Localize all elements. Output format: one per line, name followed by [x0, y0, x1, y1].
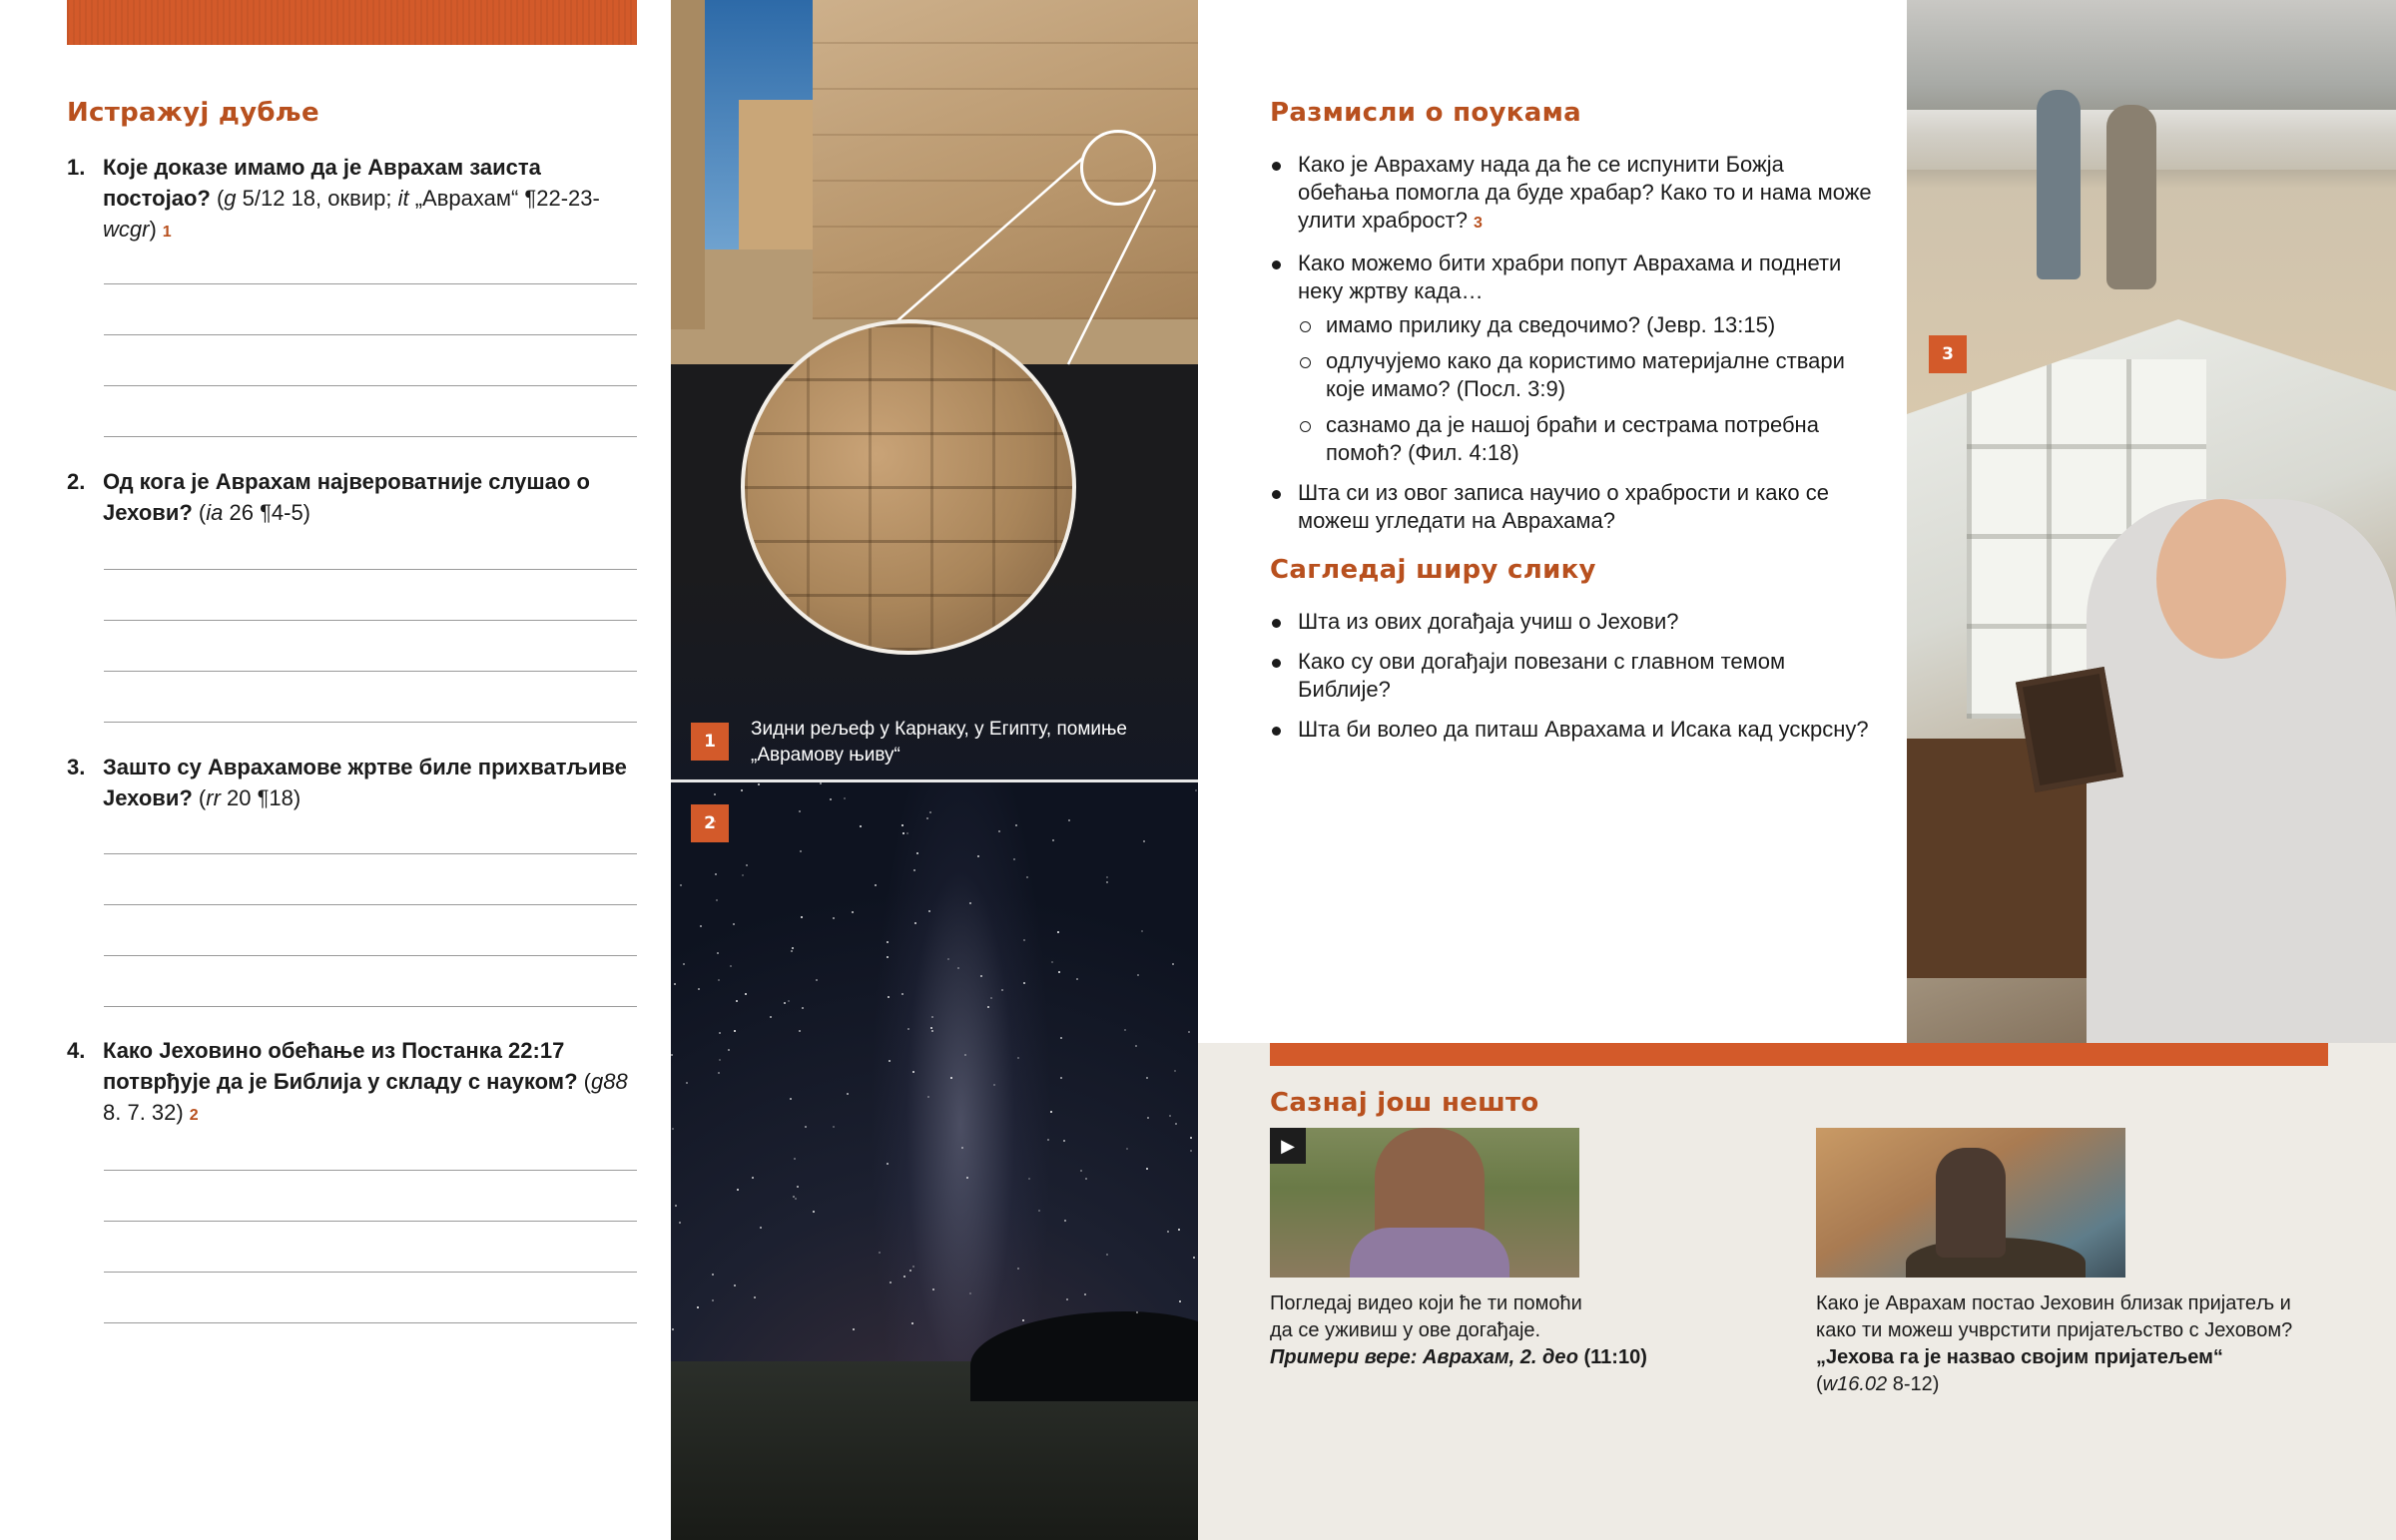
play-icon[interactable]: ▶ [1270, 1128, 1306, 1164]
photo-column [1907, 0, 2396, 1043]
big-picture-list [1270, 608, 1879, 756]
question-text: Како Јеховино обећање из Постанка 22:17 потврђује да је Библија у складу с науком? [103, 1038, 578, 1094]
list-item: Како су ови догађаји повезани с главном темом Библије? [1270, 648, 1879, 704]
learn-more-title: Сазнај још нешто [1270, 1088, 1539, 1118]
image-reference-number[interactable]: 1 [162, 224, 172, 241]
question-1: 1. Које доказе имамо да је Аврахам заиста постојао? (g 5/12 18, оквир; it „Аврахам“ ¶22-23-wcgr) 1 [67, 152, 637, 248]
image-number-badge: 2 [691, 804, 729, 842]
question-text: Од кога је Аврахам највероватније слушао о Јехови? [103, 469, 590, 525]
image-reference-number[interactable]: 3 [1473, 215, 1483, 232]
video-title-link[interactable]: Примери вере: Аврахам, 2. део [1270, 1346, 1578, 1368]
list-item: Шта би волео да питаш Аврахама и Исака кад ускрсну? [1270, 716, 1879, 744]
list-item: Шта из ових догађаја учиш о Јехови? [1270, 608, 1879, 636]
list-item: Како је Аврахаму нада да ће се испунити Божја обећања помогла да буде храбар? Како то и нама може улити храброст? 3 [1270, 151, 1879, 238]
image-number-badge: 3 [1929, 335, 1967, 373]
article-description: Како је Аврахам постао Јеховин близак пријатељ и како ти можеш учврстити пријатељство с Јеховом? „Јехова га је назвао својим пријатељем“ (w16.02 8-12) [1816, 1290, 2355, 1398]
answer-lines-3[interactable] [104, 853, 637, 1057]
image-column [671, 0, 1198, 1540]
caption-text: Зидни рељеф у Карнаку, у Египту, помиње „Аврамову њиву“ [751, 719, 1128, 766]
sub-list-item: одлучујемо како да користимо материјалне ствари које имамо? (Посл. 3:9) [1270, 347, 1879, 403]
reflection-column [1198, 0, 1907, 1043]
orange-texture-band [67, 0, 637, 45]
study-column [67, 0, 637, 1540]
reflect-list [1270, 151, 1879, 547]
question-number: 4. [67, 1038, 86, 1063]
image-number-badge: 1 [691, 723, 729, 761]
question-2: 2. Од кога је Аврахам највероватније слушао о Јехови? (ia 26 ¶4-5) [67, 466, 637, 528]
photo-frame [2016, 667, 2123, 792]
answer-lines-2[interactable] [104, 569, 637, 772]
article-title-link[interactable]: „Јехова га је назвао својим пријатељем“ [1816, 1346, 2223, 1368]
question-number: 1. [67, 155, 86, 180]
question-number: 3. [67, 755, 86, 779]
milky-way-photo [671, 782, 1198, 1540]
sub-list-item: имамо прилику да сведочимо? (Јевр. 13:15) [1270, 311, 1879, 339]
video-thumbnail[interactable] [1270, 1128, 1579, 1278]
list-item: Како можемо бити храбри попут Аврахама и поднети неку жртву када… [1270, 250, 1879, 305]
reflect-title: Размисли о поукама [1270, 98, 1581, 128]
question-number: 2. [67, 469, 86, 494]
big-picture-title: Сагледај ширу слику [1270, 555, 1596, 585]
answer-lines-1[interactable] [104, 283, 637, 487]
dig-deeper-title: Истражуј дубље [67, 98, 319, 128]
question-text: Зашто су Аврахамове жртве биле прихватљиве Јехови? [103, 755, 627, 810]
image-reference-number[interactable]: 2 [189, 1107, 199, 1124]
question-3: 3. Зашто су Аврахамове жртве биле прихватљиве Јехови? (rr 20 ¶18) [67, 752, 637, 813]
question-4: 4. Како Јеховино обећање из Постанка 22:17 потврђује да је Библија у складу с науком? (g88 8. 7. 32) 2 [67, 1035, 637, 1131]
orange-bar [1270, 1043, 2328, 1066]
list-item: Шта си из овог записа научио о храбрости и како се можеш угледати на Аврахама? [1270, 479, 1879, 535]
video-duration: (11:10) [1577, 1346, 1647, 1368]
learn-more-panel [1198, 1043, 2396, 1540]
elderly-man-photo [1907, 319, 2396, 1043]
question-text: Које доказе имамо да је Аврахам заиста постојао? [103, 155, 541, 211]
zoom-ring [1080, 130, 1156, 206]
sub-list-item: сазнамо да је нашој браћи и сестрама потребна помоћ? (Фил. 4:18) [1270, 411, 1879, 467]
karnak-temple-photo [671, 0, 1198, 364]
article-thumbnail[interactable] [1816, 1128, 2125, 1278]
answer-lines-4[interactable] [104, 1170, 637, 1373]
video-description: Погледај видео који ће ти помоћи да се уживиш у ове догађаје. Примери вере: Аврахам, 2. део (11:10) [1270, 1292, 1647, 1368]
relief-closeup-image [741, 319, 1076, 655]
